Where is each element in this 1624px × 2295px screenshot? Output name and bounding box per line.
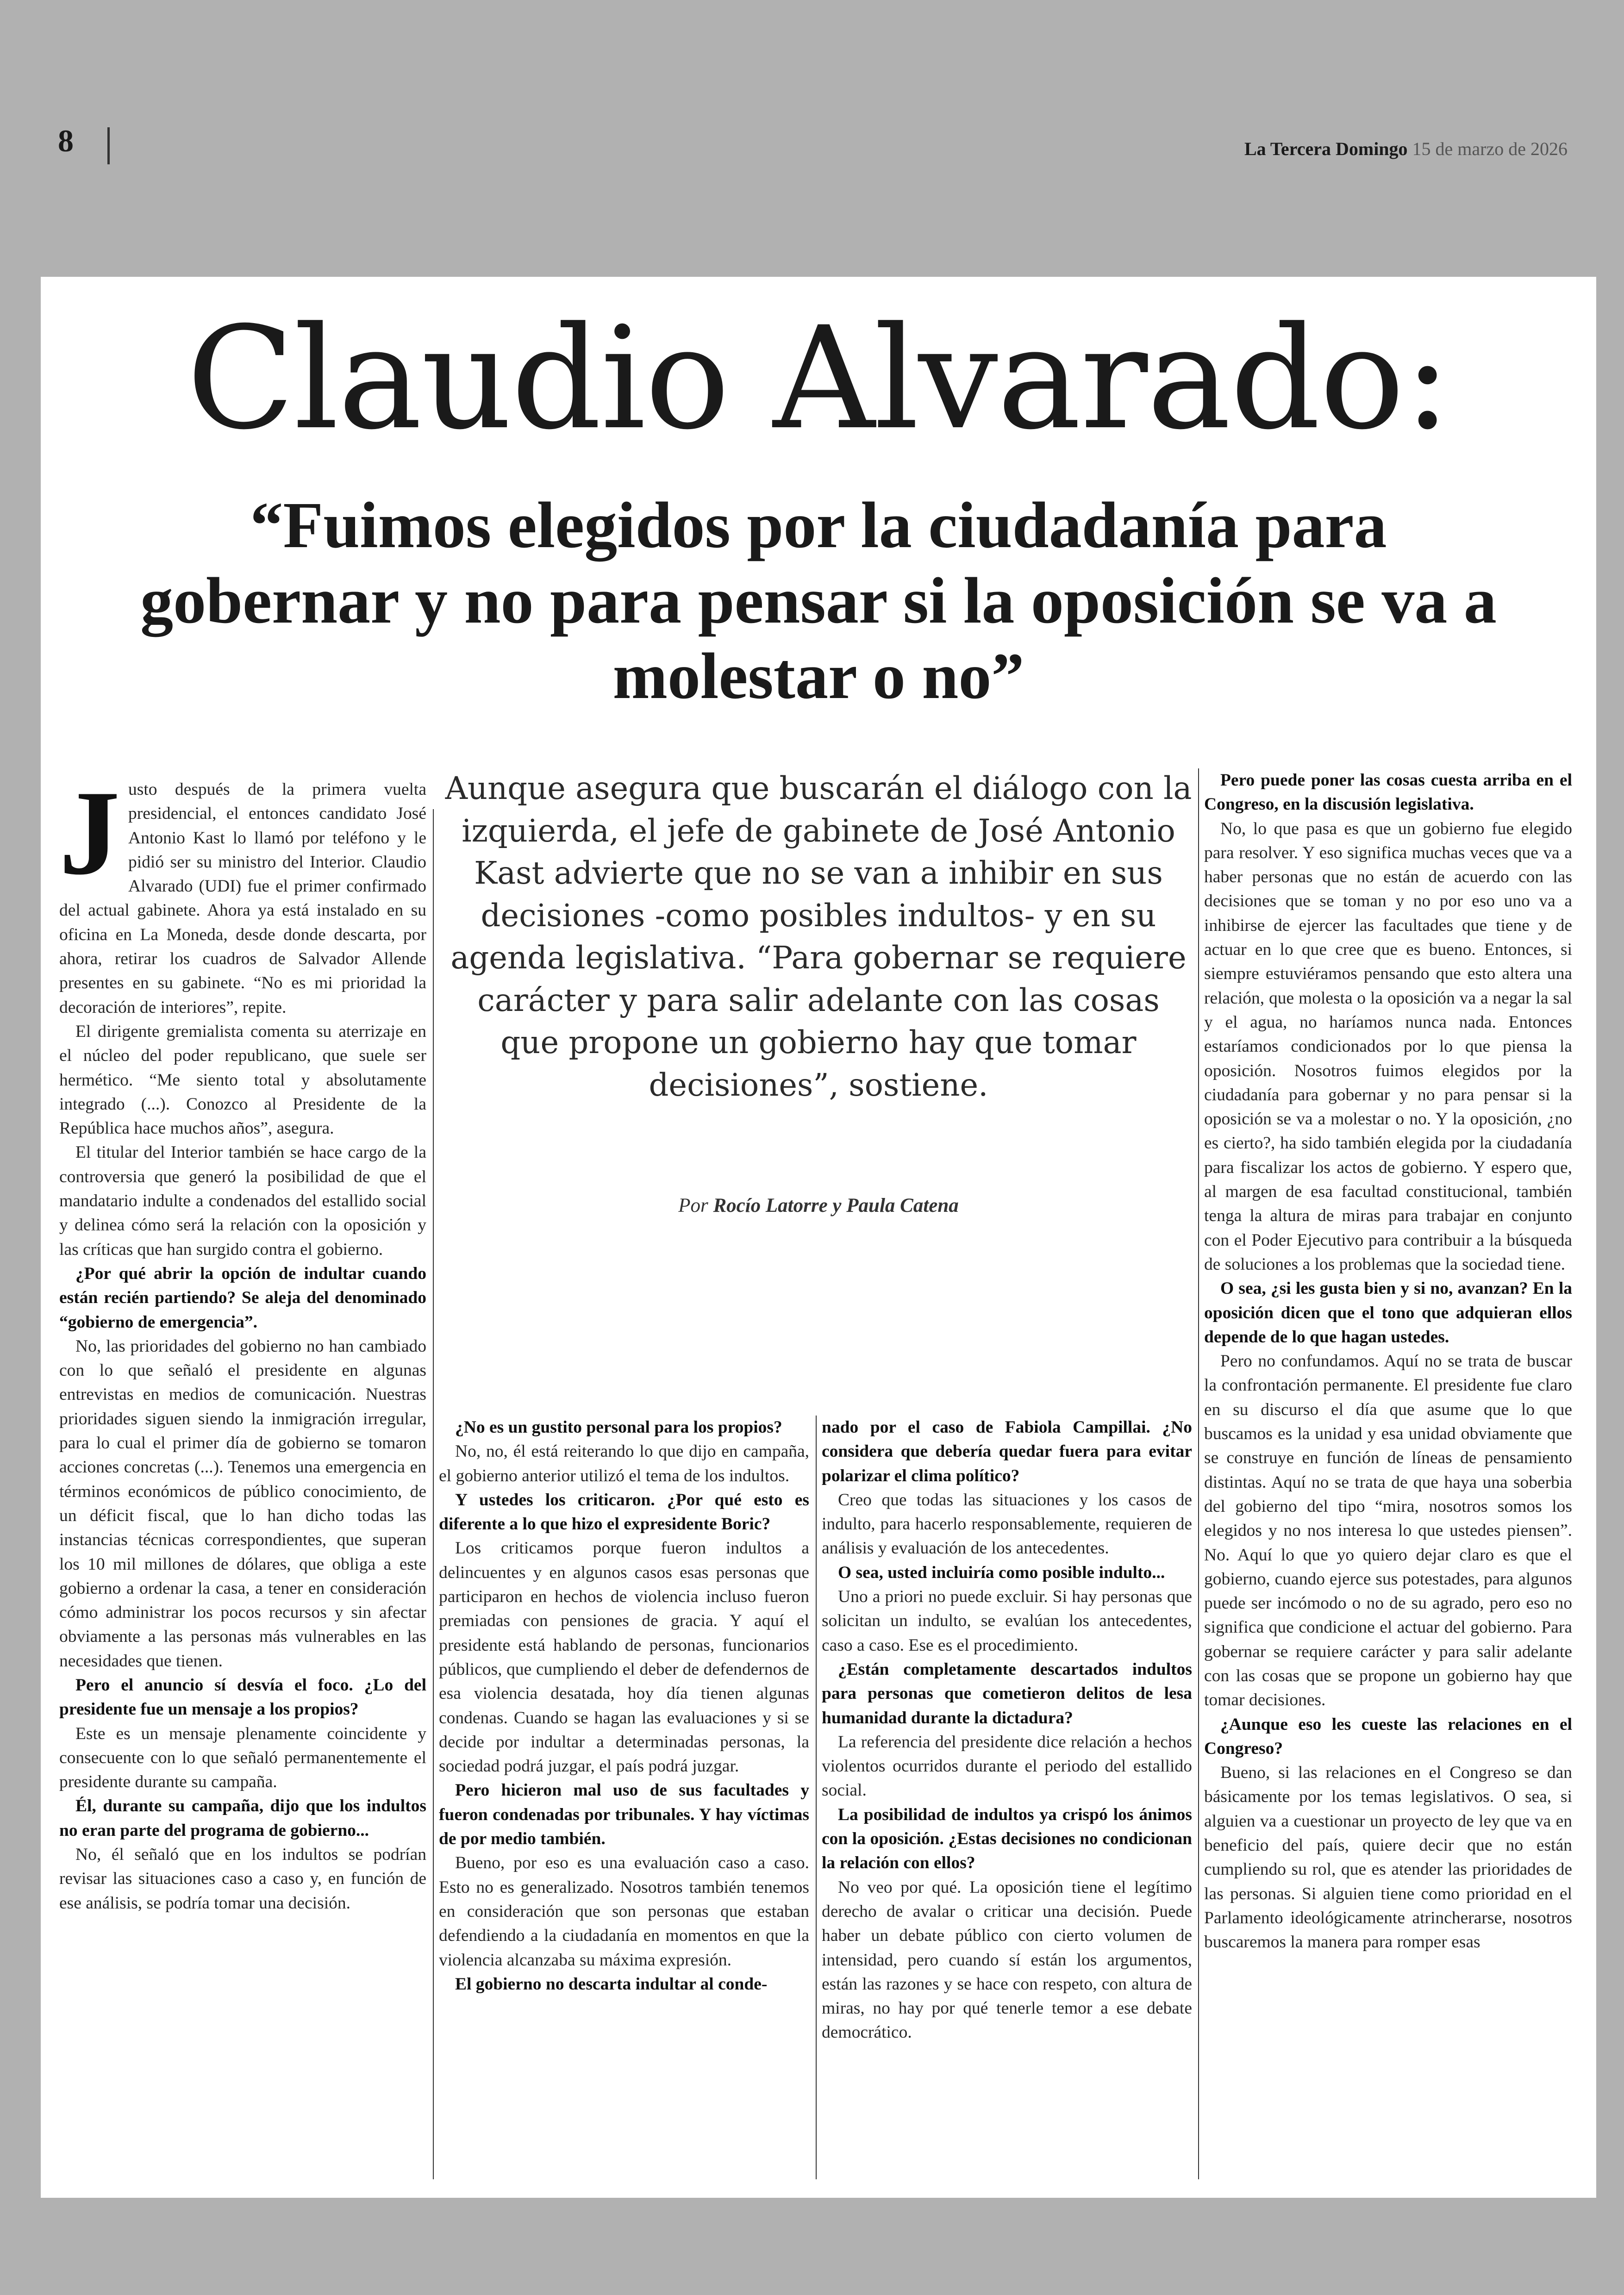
body-paragraph: Bueno, si las relaciones en el Congreso se dan básicamente por los temas legislativos. O sea, si alguien va a cuestionar un proyecto de ley que va en beneficio del país, quiere decir que no están cumpliendo su rol, que es atender las prioridades de las personas. Si alguien tiene como prioridad en el Parlamento ideológicamente atrincherarse, nosotros buscaremos la manera para romper esas — [1204, 1763, 1572, 1952]
body-column-2 — [439, 1416, 809, 1996]
body-column-4 — [1204, 768, 1572, 1955]
subheadline: “Fuimos elegidos por la ciudadanía para gobernar y no para pensar si la oposición se va a molestar o no” — [140, 488, 1497, 712]
body-paragraph: Bueno, por eso es una evaluación caso a caso. Esto no es generalizado. Nosotros también tenemos en consideración que son personas que estaban defendiendo a la ciudadanía en momentos en que la violencia alcanzaba su máxima expresión. — [439, 1853, 809, 1970]
publication-name: La Tercera Domingo — [1244, 138, 1408, 159]
lede: Aunque asegura que buscarán el diálogo con la izquierda, el jefe de gabinete de José Antonio Kast advierte que no se van a inhibir en sus decisiones -como posibles indultos- y en su agenda legislativa. “Para gobernar se requiere carácter y para salir adelante con las cosas que propone un gobierno hay que tomar decisiones”, sostiene. — [445, 770, 1192, 1103]
column-rule — [433, 809, 434, 2179]
interview-question: Y ustedes los criticaron. ¿Por qué esto es diferente a lo que hizo el expresidente Boric? — [439, 1490, 809, 1534]
byline-authors: Rocío Latorre y Paula Catena — [713, 1195, 959, 1216]
body-paragraph: La referencia del presidente dice relación a hechos violentos ocurridos durante el periodo del estallido social. — [822, 1732, 1192, 1800]
body-paragraph: Pero no confundamos. Aquí no se trata de buscar la confrontación permanente. El presidente fue claro en su discurso el día que asume que lo que buscamos es la unidad y esa unidad obviamente que se construye en función de líneas de pensamiento distintas. Aquí no se trata de que haya una soberbia del gobierno del tipo “mira, nosotros somos los elegidos y no nos interesa lo que ustedes piensen”. No. Aquí lo que yo quiero dejar claro es que el gobierno, cuando ejerce sus potestades, para algunos puede ser incómodo o no de su agrado, pero eso no significa que condicione el actuar del gobierno. Para gobernar se requiere carácter y para salir adelante con las cosas que se propone un gobierno hay que tomar decisiones. — [1204, 1352, 1572, 1710]
interview-question: Pero hicieron mal uso de sus facultades y fueron condenadas por tribunales. Y hay víctimas de por medio también. — [439, 1781, 809, 1849]
body-paragraph: El dirigente gremialista comenta su aterrizaje en el núcleo del poder republicano, que suele ser hermético. “Me siento total y absolutamente integrado (...). Conozco al Presidente de la República hace muchos años”, asegura. — [59, 1022, 426, 1138]
body-paragraph: usto después de la primera vuelta presidencial, el entonces candidato José Antonio Kast lo llamó por teléfono y le pidió ser su ministro del Interior. Claudio Alvarado (UDI) fue el primer confirmado del actual gabinete. Ahora ya está instalado en su oficina en La Moneda, desde donde descarta, por ahora, retirar los cuadros de Salvador Allende presentes en su gabinete. “No es mi prioridad la decoración de interiores”, repite. — [59, 780, 426, 1017]
body-paragraph: No, no, él está reiterando lo que dijo en campaña, el gobierno anterior utilizó el tema de los indultos. — [439, 1442, 809, 1485]
interview-question: ¿Están completamente descartados indultos para personas que cometieron delitos de lesa humanidad durante la dictadura? — [822, 1659, 1192, 1727]
masthead — [1244, 138, 1568, 160]
interview-question: O sea, ¿si les gusta bien y si no, avanzan? En la oposición dicen que el tono que adquieran ellos depende de lo que hagan ustedes. — [1204, 1279, 1572, 1347]
interview-question: ¿Por qué abrir la opción de indultar cuando están recién partiendo? Se aleja del denominado “gobierno de emergencia”. — [59, 1264, 426, 1332]
body-column-3 — [822, 1416, 1192, 2045]
headline: Claudio Alvarado: — [187, 296, 1450, 461]
column-rule — [816, 1416, 817, 2179]
body-paragraph: Los criticamos porque fueron indultos a delincuentes y en algunos casos esas personas que participaron en hechos de violencia incluso fueron premiadas con pensiones de gracia. Y aquí el presidente está hablando de personas, funcionarios públicos, que cumpliendo el deber de defendernos de esa violencia desatada, hoy día tienen algunas condenas. Cuando se hagan las evaluaciones y si se decide por indultar a determinadas personas, la sociedad podrá juzgar, el país podrá juzgar. — [439, 1539, 809, 1776]
drop-cap: J — [59, 766, 120, 900]
interview-question: nado por el caso de Fabiola Campillai. ¿No considera que debería quedar fuera para evitar polarizar el clima político? — [822, 1418, 1192, 1485]
interview-question: ¿No es un gustito personal para los propios? — [455, 1418, 782, 1437]
body-column-1 — [59, 766, 426, 1915]
page-number: 8 — [58, 123, 74, 158]
interview-question: El gobierno no descarta indultar al conde- — [455, 1974, 768, 1994]
interview-question: Él, durante su campaña, dijo que los indultos no eran parte del programa de gobierno... — [59, 1796, 426, 1840]
interview-question: Pero puede poner las cosas cuesta arriba en el Congreso, en la discusión legislativa. — [1204, 771, 1572, 814]
interview-question: La posibilidad de indultos ya crispó los ánimos con la oposición. ¿Estas decisiones no condicionan la relación con ellos? — [822, 1805, 1192, 1873]
article-sheet — [41, 277, 1596, 2198]
byline-prefix: Por — [678, 1195, 708, 1216]
body-paragraph: Uno a priori no puede excluir. Si hay personas que solicitan un indulto, se evalúan los antecedentes, caso a caso. Ese es el procedimiento. — [822, 1587, 1192, 1655]
publication-date: 15 de marzo de 2026 — [1412, 138, 1568, 159]
body-paragraph: Este es un mensaje plenamente coincidente y consecuente con lo que señaló permanentemente el presidente durante su campaña. — [59, 1724, 426, 1792]
byline — [443, 1194, 1193, 1217]
page-number-divider — [107, 127, 110, 164]
interview-question: ¿Aunque eso les cueste las relaciones en el Congreso? — [1204, 1715, 1572, 1758]
column-rule — [1198, 768, 1199, 2179]
body-paragraph: El titular del Interior también se hace cargo de la controversia que generó la posibilidad de que el mandatario indulte a condenados del estallido social y delinea cómo será la relación con la oposición y las críticas que han surgido contra el gobierno. — [59, 1143, 426, 1259]
body-paragraph: No, las prioridades del gobierno no han cambiado con lo que señaló el presidente en algunas entrevistas en medios de comunicación. Nuestras prioridades siguen siendo la inmigración irregular, para lo cual el primer día de gobierno se tomaron acciones concretas (...). Tenemos una emergencia en términos económicos de público conocimiento, de un déficit fiscal, que lo han dicho todas las instancias técnicas correspondientes, que superan los 10 mil millones de dólares, que obliga a este gobierno a ordenar la casa, a tener en consideración cómo administrar los pocos recursos y sin afectar obviamente a las personas más vulnerables en las necesidades que tienen. — [59, 1336, 426, 1671]
body-paragraph: No, lo que pasa es que un gobierno fue elegido para resolver. Y eso significa muchas veces que va a haber personas que no están de acuerdo con las decisiones que se toman y no por eso uno va a inhibirse de ejercer las facultades que tiene y de actuar en lo que cree que es bueno. Entonces, si siempre estuviéramos pensando que esto altera una relación, que molesta o la oposición va a negar la sal y el agua, no haríamos nunca nada. Entonces estaríamos condicionados por lo que piensa la oposición. Nosotros fuimos elegidos por la ciudadanía para gobernar y no para pensar si la oposición se va a molestar o no. Y la oposición, ¿no es cierto?, ha sido también elegida por la ciudadanía para fiscalizar los actos de gobierno. Y espero que, al margen de esa facultad constitucional, también tenga la altura de miras para trabajar en conjunto con el Poder Ejecutivo para contribuir a la búsqueda de soluciones a los problemas que la sociedad tiene. — [1204, 819, 1572, 1274]
interview-question: Pero el anuncio sí desvía el foco. ¿Lo del presidente fue un mensaje a los propios? — [59, 1675, 426, 1719]
body-paragraph: Creo que todas las situaciones y los casos de indulto, para hacerlo responsablemente, requieren de análisis y evaluación de los antecedentes. — [822, 1490, 1192, 1558]
body-paragraph: No, él señaló que en los indultos se podrían revisar las situaciones caso a caso y, en función de ese análisis, se podría tomar una decisión. — [59, 1845, 426, 1913]
body-paragraph: No veo por qué. La oposición tiene el legítimo derecho de avalar o criticar una decisión. Puede haber un debate público con cierto volumen de intensidad, pero cuando sí están los argumentos, están las razones y se hace con respeto, con altura de miras, no hay por qué tenerle temor a ese debate democrático. — [822, 1877, 1192, 2042]
interview-question: O sea, usted incluiría como posible indulto... — [838, 1563, 1165, 1582]
